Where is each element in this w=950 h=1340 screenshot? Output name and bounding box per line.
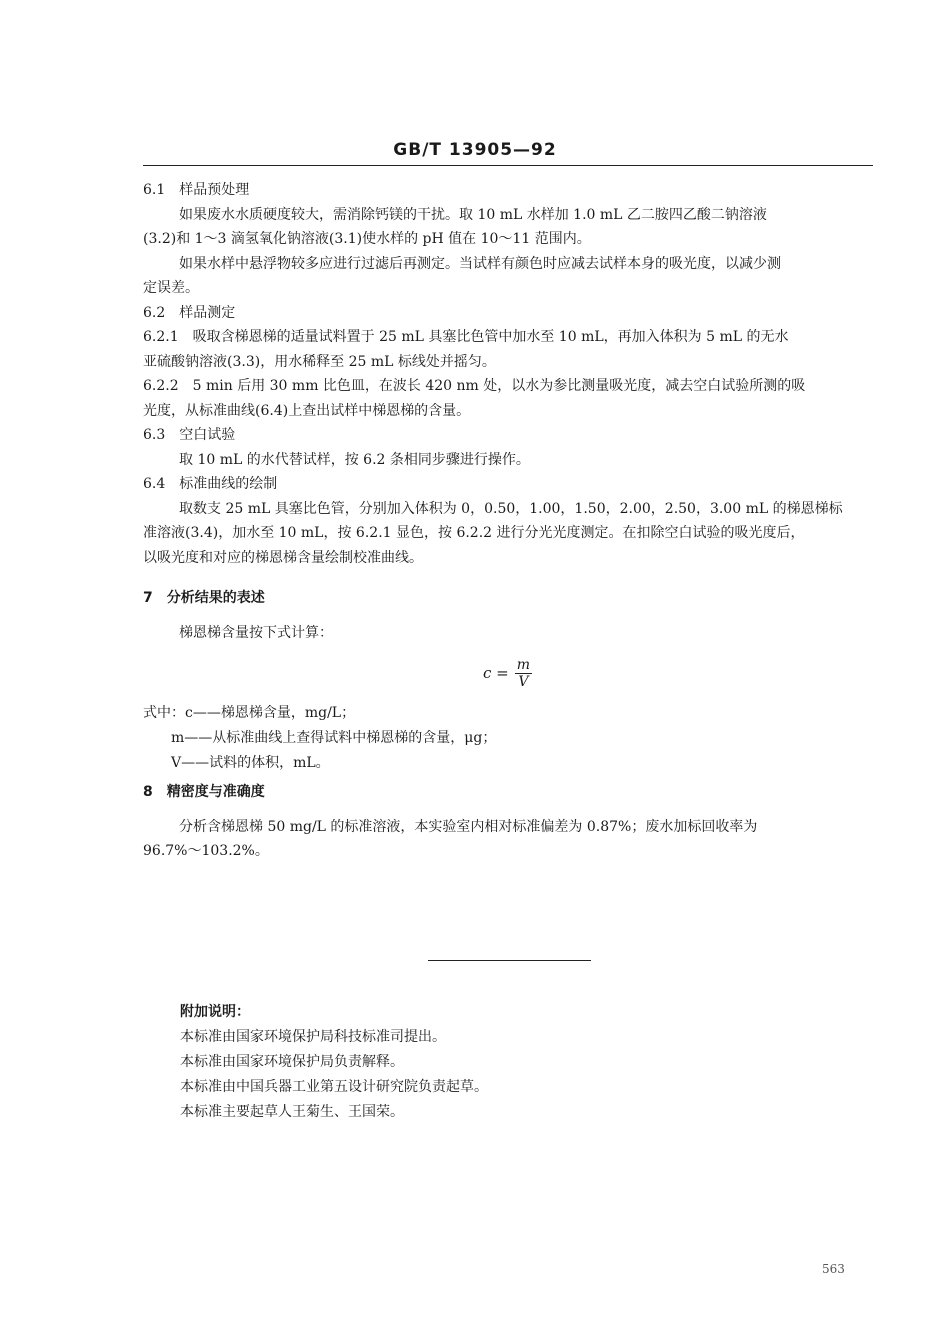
formula	[483, 657, 532, 690]
section-6-2-title: 6.2 样品测定	[143, 304, 236, 321]
section-6-2-2-line2: 光度，从标准曲线(6.4)上查出试样中梯恩梯的含量。	[143, 402, 471, 419]
formula-block	[143, 645, 870, 701]
section-6-1-para2-line1: 如果水样中悬浮物较多应进行过滤后再测定。当试样有颜色时应减去试样本身的吸光度，以减少测	[179, 255, 781, 272]
section-7-intro: 梯恩梯含量按下式计算：	[179, 624, 333, 641]
notes-title: 附加说明：	[180, 1004, 250, 1020]
section-6-3-para: 取 10 mL 的水代替试样，按 6.2 条相同步骤进行操作。	[179, 451, 530, 468]
section-8-line2: 96.7%～103.2%。	[143, 843, 269, 859]
section-6-2-1-line1: 6.2.1 吸取含梯恩梯的适量试料置于 25 mL 具塞比色管中加水至 10 mL，再加入体积为 5 mL 的无水	[143, 329, 789, 345]
additional-notes	[180, 1000, 488, 1125]
definition-m: m——从标准曲线上查得试料中梯恩梯的含量，μg；	[171, 730, 497, 746]
section-6-3-title: 6.3 空白试验	[143, 427, 236, 443]
section-6-2-1-line2: 亚硫酸钠溶液(3.3)，用水稀释至 25 mL 标线处并摇匀。	[143, 353, 496, 370]
formula-numerator: m	[516, 657, 531, 673]
section-6-1-para2-line2: 定误差。	[143, 280, 199, 296]
body-content	[143, 178, 870, 864]
section-6-4-title: 6.4 标准曲线的绘制	[143, 476, 278, 492]
end-rule	[428, 960, 591, 961]
section-6-4-line2: 准溶液(3.4)，加水至 10 mL，按 6.2.1 显色，按 6.2.2 进行分光光度测定。在扣除空白试验的吸光度后，	[143, 525, 805, 541]
formula-fraction	[515, 657, 532, 690]
section-6-4-line3: 以吸光度和对应的梯恩梯含量绘制校准曲线。	[143, 549, 423, 566]
standard-code-header: GB/T 13905—92	[393, 140, 557, 160]
notes-item: 本标准主要起草人王菊生、王国荣。	[180, 1104, 404, 1120]
formula-denominator: V	[518, 674, 529, 690]
section-6-1-title: 6.1 样品预处理	[143, 182, 250, 198]
notes-item: 本标准由国家环境保护局负责解释。	[180, 1054, 404, 1070]
section-8-line1: 分析含梯恩梯 50 mg/L 的标准溶液，本实验室内相对标准偏差为 0.87%；废水加标回收率为	[179, 818, 758, 835]
section-6-4-line1: 取数支 25 mL 具塞比色管，分别加入体积为 0，0.50，1.00，1.50，2.00，2.50，3.00 mL 的梯恩梯标	[179, 500, 843, 517]
notes-item: 本标准由中国兵器工业第五设计研究院负责起草。	[180, 1079, 488, 1095]
formula-definitions	[143, 701, 870, 776]
definition-v: V——试料的体积，mL。	[171, 755, 330, 771]
formula-lhs: c =	[483, 664, 509, 683]
section-8-title: 8 精密度与准确度	[143, 784, 265, 800]
section-6-2-2-line1: 6.2.2 5 min 后用 30 mm 比色皿，在波长 420 nm 处，以水为参比测量吸光度，减去空白试验所测的吸	[143, 378, 806, 394]
notes-item: 本标准由国家环境保护局科技标准司提出。	[180, 1029, 446, 1045]
section-7-title: 7 分析结果的表述	[143, 590, 265, 606]
header-rule	[143, 165, 873, 166]
section-6-1-para1-line1: 如果废水水质硬度较大，需消除钙镁的干扰。取 10 mL 水样加 1.0 mL 乙二胺四乙酸二钠溶液	[179, 206, 767, 223]
definition-c: 式中：c——梯恩梯含量，mg/L；	[143, 705, 356, 721]
page-number: 563	[822, 1262, 845, 1276]
section-6-1-para1-line2: (3.2)和 1～3 滴氢氧化钠溶液(3.1)使水样的 pH 值在 10～11 范围内。	[143, 231, 591, 247]
